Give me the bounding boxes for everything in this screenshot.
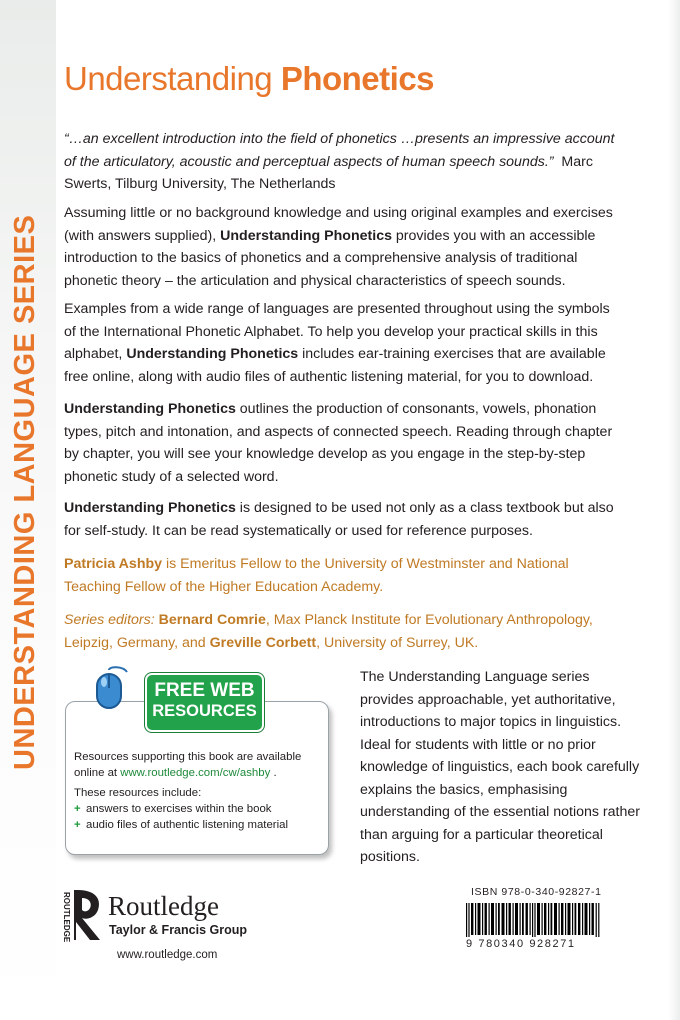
editor-2-affiliation: , University of Surrey, UK. — [316, 634, 479, 651]
badge-line-1: FREE WEB — [154, 680, 255, 701]
plus-icon: + — [74, 819, 81, 831]
right-edge-shade — [668, 0, 680, 1020]
resources-url-suffix: . — [270, 767, 277, 779]
publisher-group: Taylor & Francis Group — [109, 923, 247, 937]
title-prefix: Understanding — [64, 60, 273, 97]
publisher-website[interactable]: www.routledge.com — [117, 949, 218, 961]
p4-book-name: Understanding Phonetics — [64, 500, 236, 516]
p3-book-name: Understanding Phonetics — [64, 401, 236, 417]
p1-text-a: Assuming little or no background knowledge and using original examples and exercises (with answers supplied), — [64, 205, 613, 244]
review-quote — [64, 128, 616, 196]
plus-icon: + — [74, 803, 81, 815]
book-title — [64, 60, 434, 98]
author-bio — [64, 553, 616, 598]
author-bio-text: is Emeritus Fellow to the University of Westminster and National Teaching Fellow of the Higher Education Academy. — [64, 556, 569, 595]
series-editors — [64, 609, 616, 654]
resource-item-text: audio files of authentic listening material — [86, 819, 288, 831]
series-editors-label: Series editors: — [64, 612, 155, 628]
p4-text-b: is designed to be used not only as a class textbook but also for self-study. It can be read systematically or used for reference purposes. — [64, 500, 614, 539]
p2-text-a: Examples from a wide range of languages are presented throughout using the symbols of the International Phonetic Alphabet. To help you develop your practical skills in this alphabet, — [64, 301, 610, 362]
p1-book-name: Understanding Phonetics — [220, 227, 392, 244]
series-spine-label: UNDERSTANDING LANGUAGE SERIES — [9, 214, 41, 770]
resources-intro — [74, 749, 324, 781]
resource-item-text: answers to exercises within the book — [86, 803, 272, 815]
series-blurb: The Understanding Language series provides approachable, yet authoritative, introductions to major topics in linguistics. Ideal for students with little or no prior knowledge of linguistics, each book carefully explains the basics, emphasising understanding of the essential notions rather than arguing for a particular theoretical positions. — [360, 669, 640, 865]
web-resources-text — [74, 749, 324, 833]
author-name: Patricia Ashby — [64, 556, 163, 572]
p2-book-name: Understanding Phonetics — [126, 346, 299, 362]
barcode-icon — [466, 903, 600, 937]
computer-mouse-icon — [87, 666, 131, 710]
resources-list-heading: These resources include: — [74, 787, 202, 799]
resources-list — [74, 801, 324, 833]
editor-1-affiliation: , Max Planck Institute for Evolutionary Anthropology, Leipzig, Germany, and — [64, 612, 593, 651]
free-web-resources-badge — [145, 673, 264, 732]
editor-2-name: Greville Corbett — [209, 634, 317, 651]
description-paragraph-3 — [64, 398, 616, 488]
description-paragraph-4 — [64, 497, 616, 542]
p2-text-c: includes ear-training exercises that are available free online, along with audio files of authentic listening material, for you to download. — [64, 346, 606, 385]
quote-text: “…an excellent introduction into the field of phonetics …presents an impressive account of the articulatory, acoustic and perceptual aspects of human speech sounds.” — [64, 131, 615, 170]
resources-url-link[interactable]: www.routledge.com/cw/ashby — [120, 767, 271, 779]
title-bold: Phonetics — [280, 60, 435, 97]
list-item — [74, 801, 324, 817]
isbn-label: ISBN 978-0-340-92827-1 — [471, 886, 602, 898]
description-paragraph-2 — [64, 298, 616, 388]
p1-text-c: provides you with an accessible introduction to the basics of phonetics and a comprehensive analysis of traditional phonetic theory – the articulation and physical characteristics of speech sounds. — [64, 227, 596, 289]
editor-1-name: Bernard Comrie — [158, 612, 266, 628]
badge-line-2: RESOURCES — [152, 702, 257, 720]
resources-intro-text: Resources supporting this book are available online at — [74, 751, 302, 779]
quote-attribution: Marc Swerts, Tilburg University, The Netherlands — [64, 153, 593, 192]
description-paragraph-1 — [64, 202, 616, 292]
publisher-name: Routledge — [108, 891, 219, 921]
barcode-digits: 9 780340 928271 — [466, 938, 576, 950]
routledge-vertical-mark: ROUTLEDGE — [62, 892, 71, 943]
list-item — [74, 817, 324, 833]
p3-text-b: outlines the production of consonants, vowels, phonation types, pitch and intonation, and aspects of connected speech. Reading through chapter by chapter, you will see your knowledge develop as you engage in the step-by-step phonetic study of a selected word. — [64, 401, 613, 485]
